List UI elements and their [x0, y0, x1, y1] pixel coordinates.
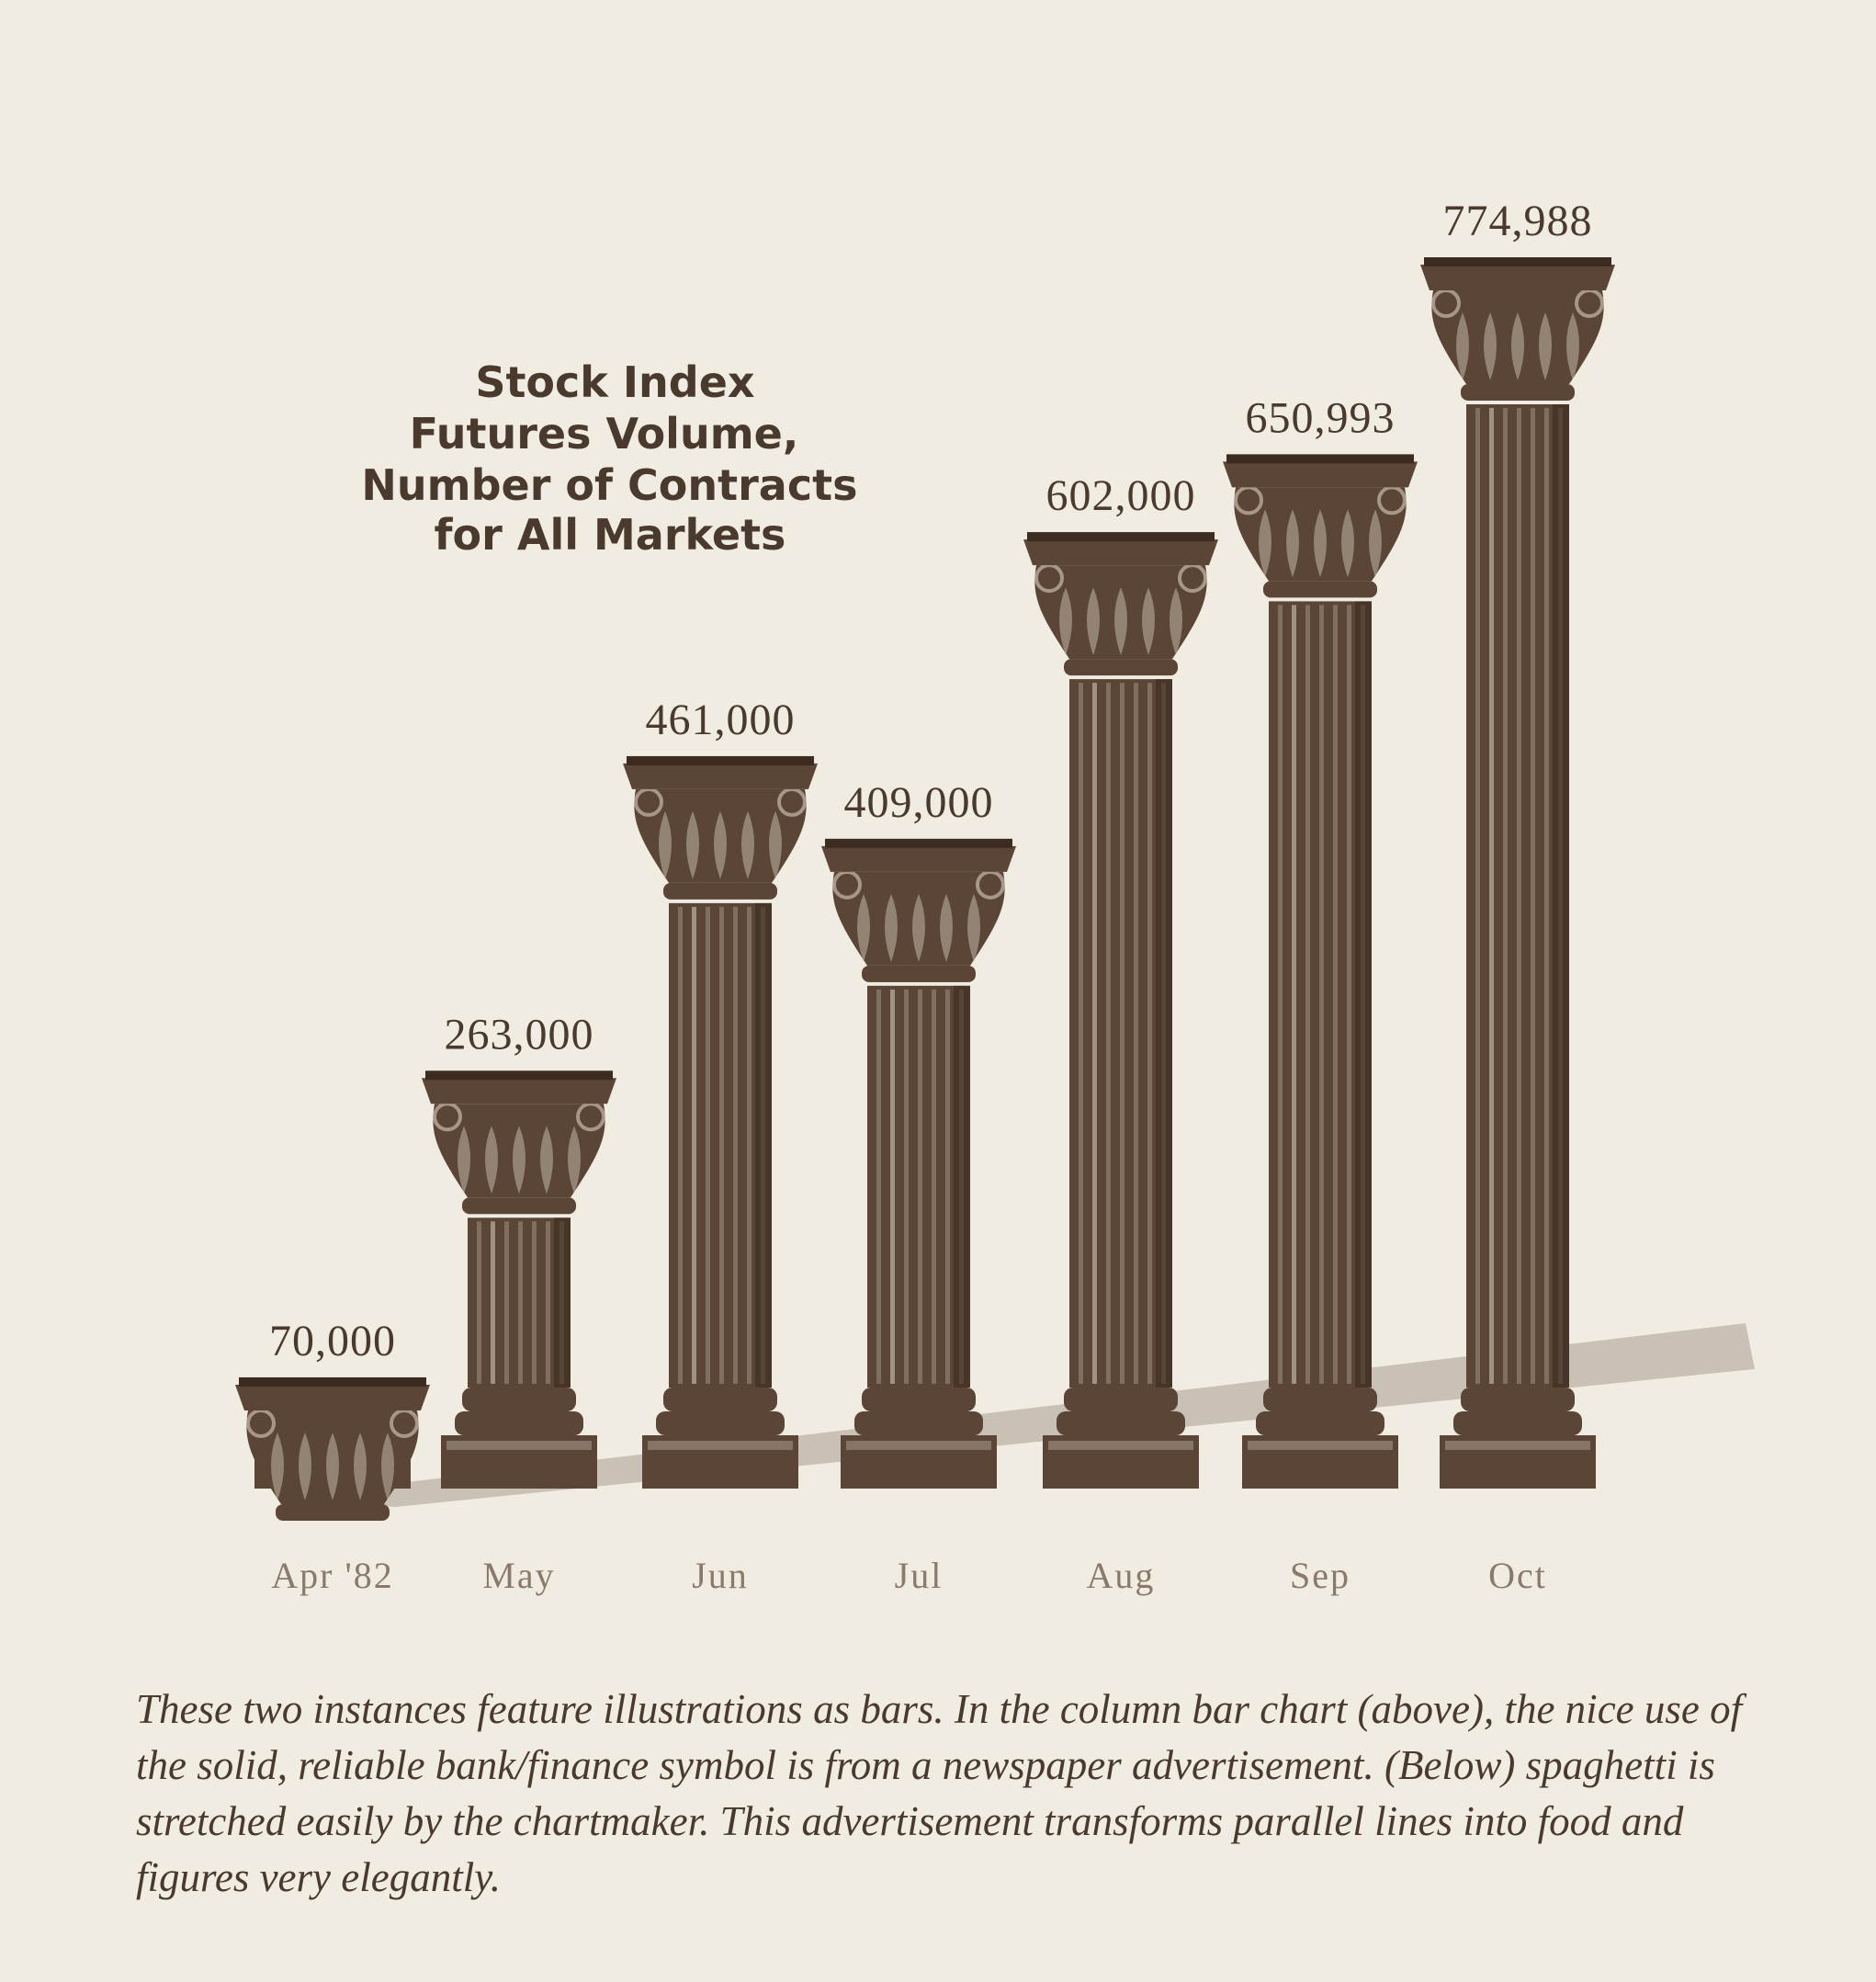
- column-flute: [706, 907, 710, 1384]
- plinth-edge: [846, 1441, 991, 1450]
- column-flute: [747, 907, 752, 1384]
- column-flute: [876, 990, 881, 1384]
- category-label: Oct: [1488, 1555, 1547, 1596]
- column-flute: [504, 1221, 509, 1384]
- column-flute: [1319, 605, 1324, 1384]
- category-labels: [271, 1555, 1547, 1596]
- column-flute: [1292, 605, 1296, 1384]
- column-flute: [719, 907, 724, 1384]
- plinth-edge: [1445, 1441, 1590, 1450]
- abacus-top: [1424, 257, 1611, 266]
- value-label: 70,000: [269, 1316, 396, 1365]
- column-flute: [1503, 408, 1508, 1384]
- column-bar: [1023, 532, 1218, 1489]
- capital-abacus: [1023, 539, 1218, 565]
- value-label: 774,988: [1442, 197, 1593, 245]
- column-flute: [890, 990, 895, 1384]
- column-shading: [1355, 601, 1372, 1387]
- column-bar: [623, 756, 818, 1489]
- value-label: 650,993: [1245, 393, 1396, 443]
- column-flute: [1278, 605, 1283, 1384]
- capital-neck-ring: [862, 966, 976, 982]
- column-base-ring: [656, 1411, 785, 1435]
- column-flute: [1305, 605, 1310, 1384]
- column-flute: [1544, 408, 1549, 1384]
- column-base-ring: [455, 1411, 583, 1435]
- column-flute: [932, 990, 936, 1384]
- plinth-edge: [1248, 1441, 1393, 1450]
- column-flute: [1489, 408, 1494, 1384]
- column-base-ring: [1256, 1411, 1384, 1435]
- column-flute: [491, 1221, 495, 1384]
- column-shading: [755, 903, 772, 1387]
- column-flute: [1134, 683, 1138, 1384]
- column-flute: [692, 907, 696, 1384]
- capital-neck-ring: [276, 1504, 390, 1521]
- abacus-top: [627, 756, 814, 765]
- column-shading: [554, 1218, 571, 1387]
- plinth-edge: [446, 1441, 592, 1450]
- column-flute: [1333, 605, 1338, 1384]
- capital-abacus: [821, 846, 1016, 872]
- column-bar: [1223, 454, 1418, 1489]
- column-flute: [945, 990, 950, 1384]
- chart-title: [361, 357, 862, 560]
- capital-abacus: [235, 1385, 430, 1410]
- column-shading: [1156, 679, 1172, 1387]
- column-base-ring: [862, 1387, 976, 1411]
- column-flute: [546, 1221, 550, 1384]
- column-flute: [1517, 408, 1521, 1384]
- plinth-edge: [648, 1441, 793, 1450]
- capital-neck-ring: [1064, 659, 1178, 675]
- column-flute: [1120, 683, 1124, 1384]
- column-shading: [1553, 404, 1569, 1387]
- category-label: Jun: [692, 1555, 749, 1596]
- column-flute: [733, 907, 738, 1384]
- column-flute: [1475, 408, 1480, 1384]
- column-bar: [821, 839, 1016, 1489]
- capital-neck-ring: [462, 1197, 576, 1214]
- column-flute: [1079, 683, 1083, 1384]
- column-flute: [1106, 683, 1111, 1384]
- plinth-edge: [1048, 1441, 1193, 1450]
- column-flute: [1147, 683, 1152, 1384]
- capital-abacus: [1420, 265, 1615, 290]
- column-flute: [918, 990, 922, 1384]
- category-label: Apr '82: [271, 1555, 394, 1596]
- column-bar: [422, 1070, 616, 1489]
- column-flute: [532, 1221, 537, 1384]
- column-flute: [678, 907, 683, 1384]
- column-bar: [1420, 257, 1615, 1489]
- category-label: Aug: [1086, 1555, 1156, 1596]
- category-label: Jul: [894, 1555, 944, 1596]
- column-base-ring: [1263, 1387, 1377, 1411]
- abacus-top: [239, 1377, 426, 1387]
- column-flute: [477, 1221, 481, 1384]
- column-flute: [1092, 683, 1097, 1384]
- category-label: May: [482, 1555, 556, 1596]
- value-label: 409,000: [843, 777, 994, 827]
- chart-title-line-2: Futures Volume,: [409, 409, 799, 459]
- column-base-ring: [1064, 1387, 1178, 1411]
- value-label: 461,000: [645, 695, 796, 744]
- abacus-top: [1027, 532, 1215, 541]
- category-label: Sep: [1290, 1555, 1350, 1596]
- column-base-ring: [663, 1387, 777, 1411]
- column-base-ring: [1461, 1387, 1575, 1411]
- column-flute: [518, 1221, 523, 1384]
- column-base-ring: [462, 1387, 576, 1411]
- capital-abacus: [422, 1078, 616, 1104]
- capital-neck-ring: [663, 883, 777, 900]
- value-label: 602,000: [1045, 471, 1196, 521]
- capital-neck-ring: [1461, 384, 1575, 401]
- column-flute: [904, 990, 909, 1384]
- abacus-top: [825, 839, 1012, 848]
- column-flute: [1347, 605, 1351, 1384]
- column-base-ring: [1453, 1411, 1582, 1435]
- column-base-ring: [854, 1411, 983, 1435]
- value-label: 263,000: [444, 1010, 594, 1059]
- column-flute: [1531, 408, 1535, 1384]
- chart-title-line-3: Number of Contracts: [361, 460, 858, 510]
- column-base-ring: [1057, 1411, 1185, 1435]
- chart-title-line-1: Stock Index: [475, 357, 755, 407]
- abacus-top: [425, 1070, 613, 1080]
- abacus-top: [1226, 454, 1414, 463]
- capital-abacus: [1223, 461, 1418, 487]
- capital-neck-ring: [1263, 581, 1377, 597]
- figure-caption: These two instances feature illustrations as bars. In the column bar chart (above), the nice use of the solid, reliable bank/finance symbol is from a newspaper advertisement. (Below) spaghetti is stretched easily by the chartmaker. This advertisement transforms parallel lines into food and figures very elegantly.: [136, 1686, 1743, 1900]
- capital-abacus: [623, 764, 818, 789]
- chart-title-line-4: for All Markets: [434, 510, 786, 560]
- column-shading: [954, 986, 970, 1387]
